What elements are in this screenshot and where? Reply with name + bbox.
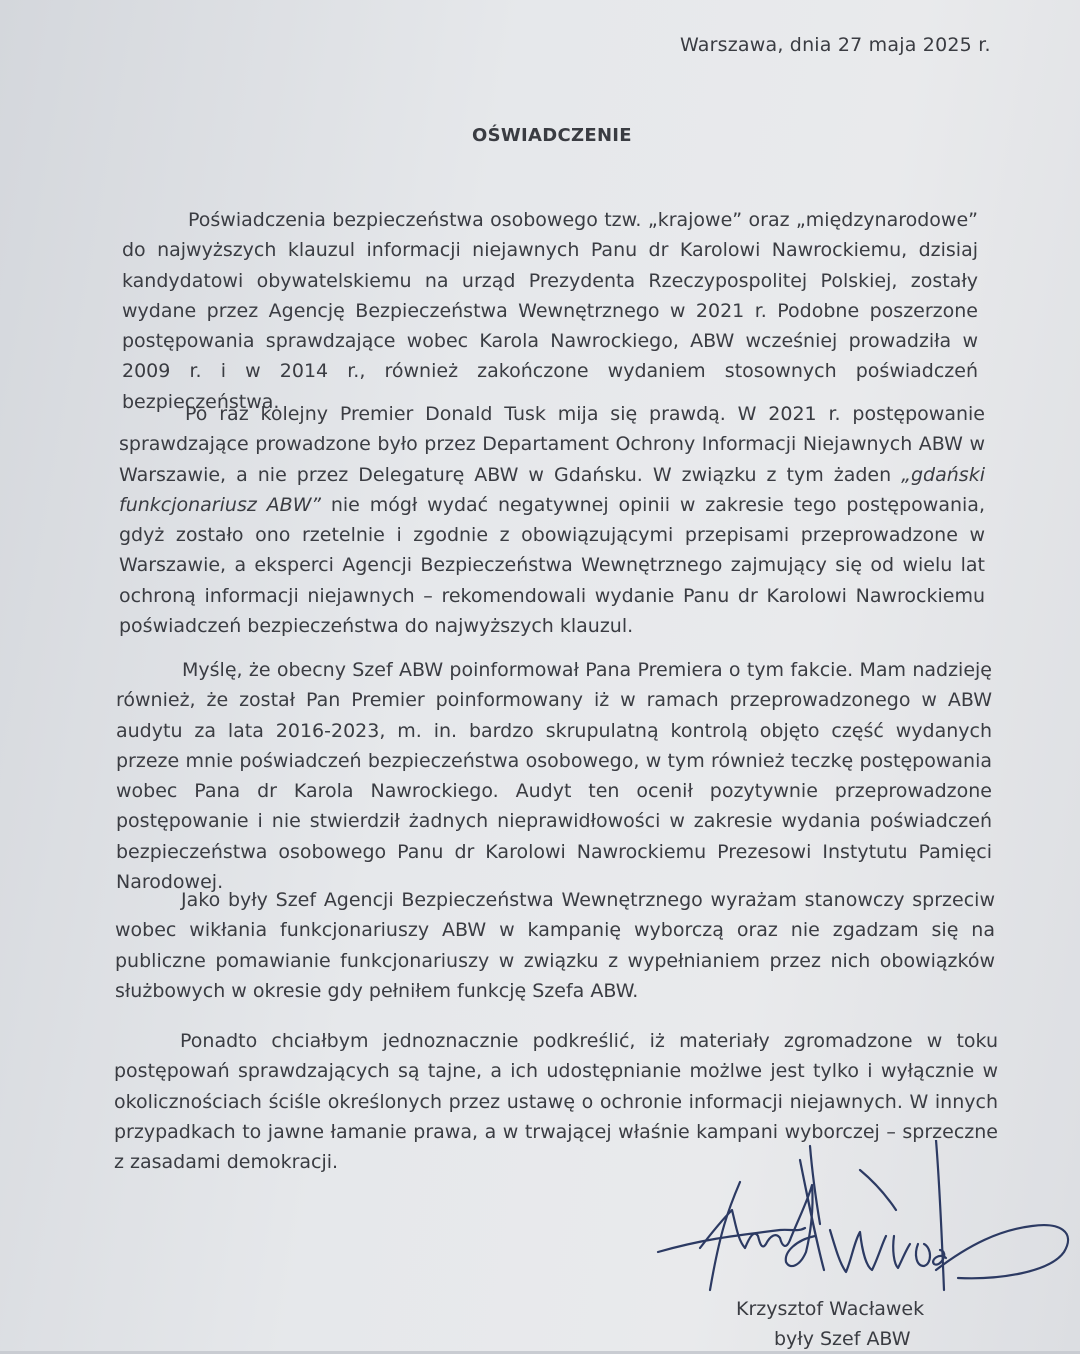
handwritten-signature xyxy=(640,1140,1080,1310)
paragraph-2-part-1: Po raz kolejny Premier Donald Tusk mija się prawdą. W 2021 r. postępowanie sprawdzające prowadzone było przez Departament Ochrony Informacji Niejawnych ABW w Warszawie, a nie przez Delegaturę ABW w Gdańsku. W związku z tym żaden xyxy=(119,403,985,486)
paragraph-3: Myślę, że obecny Szef ABW poinformował Pana Premiera o tym fakcie. Mam nadzieję również, że został Pan Premier poinformowany iż w ramach przeprowadzonego w ABW audytu za lata 2016-2023, m. in. bardzo skrupulatną kontrolą objęto część wydanych przeze mnie poświadczeń bezpieczeństwa osobowego, w tym również teczkę postępowania wobec Pana dr Karola Nawrockiego. Audyt ten ocenił pozytywnie przeprowadzone postępowanie i nie stwierdził żadnych nieprawidłowości w zakresie wydania poświadczeń bezpieczeństwa osobowego Panu dr Karolowi Nawrockiemu Prezesowi Instytutu Pamięci Narodowej. xyxy=(116,659,992,894)
paragraph-1: Poświadczenia bezpieczeństwa osobowego tzw. „krajowe” oraz „międzynarodowe” do najwyższych klauzul informacji niejawnych Panu dr Karolowi Nawrockiemu, dzisiaj kandydatowi obywatelskiemu na urząd Prezydenta Rzeczypospolitej Polskiej, zostały wydane przez Agencję Bezpieczeństwa Wewnętrznego w 2021 r. Podobne poszerzone postępowania sprawdzające wobec Karola Nawrockiego, ABW wcześniej prowadziła w 2009 r. i w 2014 r., również zakończone wydaniem stosownych poświadczeń bezpieczeństwa. xyxy=(122,209,978,413)
signer-role: były Szef ABW xyxy=(774,1328,911,1350)
date-line: Warszawa, dnia 27 maja 2025 r. xyxy=(680,34,991,56)
paragraph-2 xyxy=(119,399,985,641)
signer-block xyxy=(736,1294,924,1354)
paragraph-2-quote: „gdański funkcjonariusz ABW” xyxy=(119,463,985,516)
paragraph-4: Jako były Szef Agencji Bezpieczeństwa Wewnętrznego wyrażam stanowczy sprzeciw wobec wikłania funkcjonariuszy ABW w kampanię wyborczą oraz nie zgadzam się na publiczne pomawianie funkcjonariuszy w związku z wypełnianiem przez nich obowiązków służbowych w okresie gdy pełniłem funkcję Szefa ABW. xyxy=(115,889,995,1002)
paragraph-2-part-2: nie mógł wydać negatywnej opinii w zakresie tego postępowania, gdyż zostało ono rzetelnie i zgodnie z obowiązującymi przepisami przeprowadzone w Warszawie, a eksperci Agencji Bezpieczeństwa Wewnętrznego zajmujący się od wielu lat ochroną informacji niejawnych – rekomendowali wydanie Panu dr Karolowi Nawrockiemu poświadczeń bezpieczeństwa do najwyższych klauzul. xyxy=(119,493,985,638)
paragraph-5: Ponadto chciałbym jednoznacznie podkreślić, iż materiały zgromadzone w toku postępowań sprawdzających są tajne, a ich udostępnianie możlwe jest tylko i wyłącznie w okolicznościach ściśle określonych przez ustawę o ochronie informacji niejawnych. W innych przypadkach to jawne łamanie prawa, a w trwającej właśnie kampani wyborczej – sprzeczne z zasadami demokracji. xyxy=(114,1030,998,1174)
document-title: OŚWIADCZENIE xyxy=(472,125,632,146)
signer-name: Krzysztof Wacławek xyxy=(736,1298,925,1320)
